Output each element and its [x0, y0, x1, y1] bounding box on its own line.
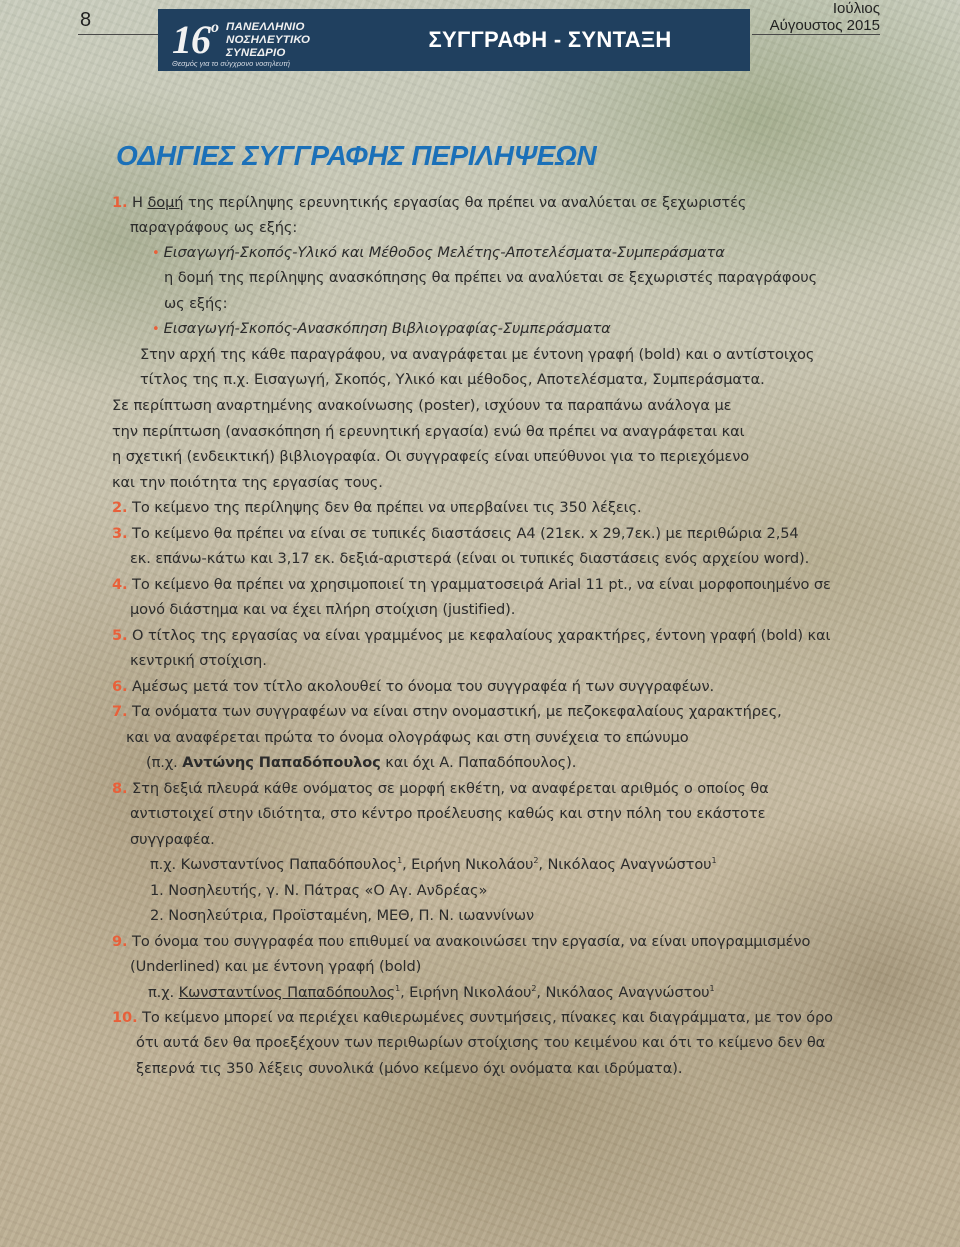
underlined-word: δομή — [147, 194, 184, 211]
list-item: 10. Το κείμενο μπορεί να περιέχει καθιερωμένες συντμήσεις, πίνακες και διαγράμματα, με τον όρο — [112, 1009, 833, 1026]
text-line: (π.χ. Αντώνης Παπαδόπουλος και όχι Α. Παπαδόπουλος). — [146, 754, 577, 771]
text-line: κεντρική στοίχιση. — [130, 652, 267, 669]
text-line: ως εξής: — [164, 295, 228, 312]
list-item: 4. Το κείμενο θα πρέπει να χρησιμοποιεί τη γραμματοσειρά Arial 11 pt., να είναι μορφοποιημένο σε — [112, 576, 831, 593]
text-line: εκ. επάνω-κάτω και 3,17 εκ. δεξιά-αριστερά (είναι οι τυπικές διαστάσεις ενός αρχείου word). — [130, 550, 810, 567]
list-item: 6. Αμέσως μετά τον τίτλο ακολουθεί το όνομα του συγγραφέα ή των συγγραφέων. — [112, 678, 715, 695]
underlined-name: Κωνσταντίνος Παπαδόπουλος — [178, 984, 396, 1001]
issue-date-period: Αύγουστος 2015 — [769, 17, 880, 34]
affiliation-line: 2. Νοσηλεύτρια, Προϊσταμένη, ΜΕΘ, Π. Ν. ιωαννίνων — [150, 907, 535, 924]
item-number: 8. — [112, 780, 128, 797]
logo-line: ΣΥΝΕΔΡΙΟ — [226, 46, 286, 59]
bold-name: Αντώνης Παπαδόπουλος — [182, 754, 381, 771]
text-line: Στην αρχή της κάθε παραγράφου, να αναγράφεται με έντονη γραφή (bold) και ο αντίστοιχος — [140, 346, 815, 363]
example-line: π.χ. Κωνσταντίνος Παπαδόπουλος$^1$, Ειρήνη Νικολάου$^2$, Νικόλαος Αναγνώστου$^1$ — [150, 856, 717, 873]
text-line: ξεπερνά τις 350 λέξεις συνολικά (μόνο κείμενο όχι ονόματα και ιδρύματα). — [136, 1060, 683, 1077]
item-number: 10. — [112, 1009, 138, 1026]
text-line: και την ποιότητα της εργασίας τους. — [112, 474, 383, 491]
section-title: ΣΥΓΓΡΑΦΗ - ΣΥΝΤΑΞΗ — [428, 27, 672, 52]
item-number: 7. — [112, 703, 128, 720]
page-title: ΟΔΗΓΙΕΣ ΣΥΓΓΡΑΦΗΣ ΠΕΡΙΛΗΨΕΩΝ — [116, 140, 597, 171]
text-line: την περίπτωση (ανασκόπηση ή ερευνητική εργασία) ενώ θα πρέπει να αναγράφεται και — [112, 423, 745, 440]
text-line: (Underlined) και με έντονη γραφή (bold) — [130, 958, 422, 975]
issue-date — [770, 0, 880, 34]
congress-logo — [158, 9, 420, 71]
logo-number: $16^o$ — [172, 17, 218, 62]
list-item: 5. Ο τίτλος της εργασίας να είναι γραμμένος με κεφαλαίους χαρακτήρες, έντονη γραφή (bold) και — [112, 627, 831, 644]
bullet-icon: • — [152, 322, 160, 337]
bullet-item: • Εισαγωγή-Σκοπός-Ανασκόπηση Βιβλιογραφίας-Συμπεράσματα — [152, 320, 611, 337]
list-item: 7. Τα ονόματα των συγγραφέων να είναι στην ονομαστική, με πεζοκεφαλαίους χαρακτήρες, — [112, 703, 782, 720]
logo-slogan: Θεσμός για το σύγχρονο νοσηλευτή — [172, 59, 291, 68]
logo-line: ΠΑΝΕΛΛΗΝΙΟ — [226, 20, 305, 33]
header-rule-right — [752, 34, 880, 35]
header-rule-left — [78, 34, 158, 35]
item-number: 9. — [112, 933, 128, 950]
logo-text — [226, 21, 310, 60]
list-item: 8. Στη δεξιά πλευρά κάθε ονόματος σε μορφή εκθέτη, να αναφέρεται αριθμός ο οποίος θα — [112, 780, 769, 797]
text-line: ότι αυτά δεν θα προεξέχουν των περιθωρίων στοίχισης του κειμένου και ότι το κείμενο δεν θα — [136, 1034, 826, 1051]
page-number: 8 — [80, 9, 92, 31]
item-number: 2. — [112, 499, 128, 516]
text-line: η σχετική (ενδεικτική) βιβλιογραφία. Οι συγγραφείς είναι υπεύθυνοι για το περιεχόμενο — [112, 448, 750, 465]
header-banner — [158, 9, 750, 71]
list-item: 2. Το κείμενο της περίληψης δεν θα πρέπει να υπερβαίνει τις 350 λέξεις. — [112, 499, 642, 516]
text-line: και να αναφέρεται πρώτα το όνομα ολογράφως και στη συνέχεια το επώνυμο — [126, 729, 689, 746]
list-item: 9. Το όνομα του συγγραφέα που επιθυμεί να ανακοινώσει την εργασία, να είναι υπογραμμισμένο — [112, 933, 811, 950]
item-number: 6. — [112, 678, 128, 695]
text-line: η δομή της περίληψης ανασκόπησης θα πρέπει να αναλύεται σε ξεχωριστές παραγράφους — [164, 269, 818, 286]
bullet-item: • Εισαγωγή-Σκοπός-Υλικό και Μέθοδος Μελέτης-Αποτελέσματα-Συμπεράσματα — [152, 244, 725, 261]
text-line: συγγραφέα. — [130, 831, 215, 848]
text-line: μονό διάστημα και να έχει πλήρη στοίχιση (justified). — [130, 601, 516, 618]
bullet-icon: • — [152, 246, 160, 261]
issue-date-month: Ιούλιος — [832, 0, 880, 17]
list-item: 3. Το κείμενο θα πρέπει να είναι σε τυπικές διαστάσεις Α4 (21εκ. x 29,7εκ.) με περιθώρια 2,54 — [112, 525, 799, 542]
item-number: 4. — [112, 576, 128, 593]
logo-line: ΝΟΣΗΛΕΥΤΙΚΟ — [226, 33, 311, 46]
list-item: 1. Η δομή της περίληψης ερευνητικής εργασίας θα πρέπει να αναλύεται σε ξεχωριστές — [112, 194, 747, 211]
item-number: 3. — [112, 525, 128, 542]
text-line: Σε περίπτωση αναρτημένης ανακοίνωσης (poster), ισχύουν τα παραπάνω ανάλογα με — [112, 397, 732, 414]
example-line: π.χ. Κωνσταντίνος Παπαδόπουλος$^1$, Ειρήνη Νικολάου$^2$, Νικόλαος Αναγνώστου$^1$ — [148, 984, 715, 1001]
item-number: 5. — [112, 627, 128, 644]
affiliation-line: 1. Νοσηλευτής, γ. Ν. Πάτρας «Ο Αγ. Ανδρέας» — [150, 882, 488, 899]
text-line: παραγράφους ως εξής: — [130, 219, 298, 236]
text-line: τίτλος της π.χ. Εισαγωγή, Σκοπός, Υλικό και μέθοδος, Αποτελέσματα, Συμπεράσματα. — [140, 371, 765, 388]
text-line: αντιστοιχεί στην ιδιότητα, στο κέντρο προέλευσης καθώς και στην πόλη του εκάστοτε — [130, 805, 766, 822]
item-number: 1. — [112, 194, 128, 211]
